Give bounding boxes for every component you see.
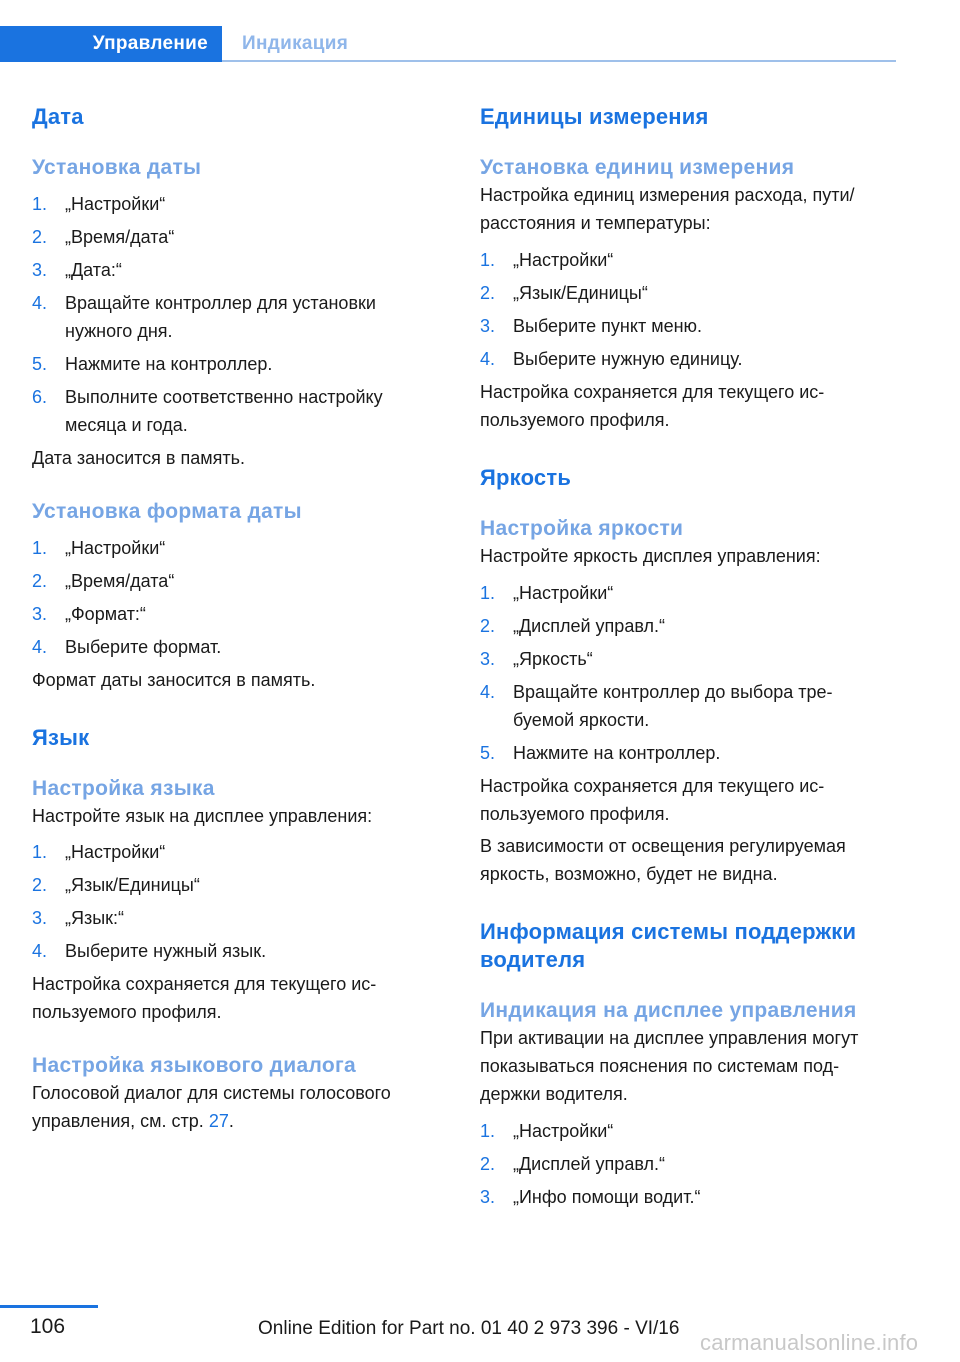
list-item <box>32 937 442 965</box>
step-number: 4. <box>480 349 496 369</box>
voice-dialog-text <box>32 1079 442 1135</box>
list-item <box>32 256 442 284</box>
step-text: „Яркость“ <box>513 649 593 669</box>
list-item <box>480 678 890 734</box>
step-text: „Язык/Единицы“ <box>513 283 648 303</box>
step-text: „Настройки“ <box>513 1121 614 1141</box>
list-item <box>480 645 890 673</box>
list-item <box>480 345 890 373</box>
list-item <box>32 350 442 378</box>
note-brightness-saved: Настройка сохраняется для текущего ис-пользуемого профиля. <box>480 776 825 824</box>
step-text: Нажмите на контроллер. <box>65 354 273 374</box>
page-number: 106 <box>30 1315 66 1338</box>
step-text: „Язык/Единицы“ <box>65 875 200 895</box>
list-item <box>480 246 890 274</box>
step-number: 3. <box>32 260 48 280</box>
note-brightness-visibility: В зависимости от освещения регулируемая яркость, возможно, будет не видна. <box>480 836 846 884</box>
step-number: 3. <box>480 649 496 669</box>
step-text: „Настройки“ <box>513 583 614 603</box>
list-item <box>480 1117 890 1145</box>
step-text: „Настройки“ <box>513 250 614 270</box>
list-item <box>480 739 890 767</box>
list-item <box>480 1183 890 1211</box>
step-number: 6. <box>32 387 48 407</box>
section-title-driver-assist: Информация системы поддержки водителя <box>480 919 857 972</box>
list-item <box>32 383 442 439</box>
list-item <box>32 600 442 628</box>
step-number: 1. <box>480 1121 496 1141</box>
left-column <box>32 100 442 1135</box>
list-item <box>32 838 442 866</box>
list-item <box>32 223 442 251</box>
step-number: 4. <box>32 293 48 313</box>
step-text: „Дата:“ <box>65 260 122 280</box>
page-link[interactable]: 27 <box>208 1111 229 1131</box>
list-item <box>480 612 890 640</box>
step-number: 2. <box>480 283 496 303</box>
step-text: „Формат:“ <box>65 604 146 624</box>
list-item <box>480 579 890 607</box>
step-number: 3. <box>480 1187 496 1207</box>
step-text: Вращайте контроллер для установки нужного дня. <box>65 293 376 341</box>
step-number: 1. <box>480 250 496 270</box>
list-item <box>32 871 442 899</box>
header-divider <box>222 60 896 62</box>
step-text: „Дисплей управл.“ <box>513 616 665 636</box>
list-item <box>32 190 442 218</box>
intro-driver-assist: При активации на дисплее управления могут показываться пояснения по системам под-держки водителя. <box>480 1028 859 1104</box>
intro-set-units: Настройка единиц измерения расхода, пути/расстояния и температуры: <box>480 185 855 233</box>
step-text: „Дисплей управл.“ <box>513 1154 665 1174</box>
subsection-title-date-format: Установка формата даты <box>32 500 302 523</box>
note-units-saved: Настройка сохраняется для текущего ис-пользуемого профиля. <box>480 382 825 430</box>
subsection-title-voice-dialog: Настройка языкового диалога <box>32 1054 357 1077</box>
intro-set-language: Настройте язык на дисплее управления: <box>32 806 373 826</box>
steps-set-language <box>32 838 442 965</box>
step-number: 1. <box>480 583 496 603</box>
step-number: 4. <box>32 941 48 961</box>
steps-set-brightness <box>480 579 890 767</box>
step-text: Выберите формат. <box>65 637 222 657</box>
subsection-title-set-units: Установка единиц измерения <box>480 156 795 179</box>
subsection-title-set-brightness: Настройка яркости <box>480 517 684 540</box>
step-number: 3. <box>32 908 48 928</box>
step-number: 3. <box>480 316 496 336</box>
step-text: „Время/дата“ <box>65 571 175 591</box>
subsection-title-set-language: Настройка языка <box>32 777 215 800</box>
list-item <box>32 567 442 595</box>
step-number: 1. <box>32 194 48 214</box>
step-text: „Время/дата“ <box>65 227 175 247</box>
voice-dialog-end: . <box>228 1111 234 1131</box>
steps-set-units <box>480 246 890 373</box>
section-title-units: Единицы измерения <box>480 104 709 129</box>
intro-set-brightness: Настройте яркость дисплея управления: <box>480 546 821 566</box>
right-column <box>480 100 890 1216</box>
tab-displays[interactable]: Индикация <box>242 33 349 54</box>
list-item <box>480 312 890 340</box>
step-number: 4. <box>32 637 48 657</box>
edition-note: Online Edition for Part no. 01 40 2 973 396 - VI/16 <box>258 1318 680 1339</box>
step-text: Выберите нужный язык. <box>65 941 267 961</box>
list-item <box>480 1150 890 1178</box>
tab-controls[interactable]: Управление <box>92 33 208 54</box>
subsection-title-set-date: Установка даты <box>32 156 202 179</box>
step-number: 3. <box>32 604 48 624</box>
list-item <box>32 633 442 661</box>
step-text: „Настройки“ <box>65 842 166 862</box>
list-item <box>480 279 890 307</box>
step-number: 2. <box>32 227 48 247</box>
note-format-saved: Формат даты заносится в память. <box>32 670 316 690</box>
step-text: Выберите нужную единицу. <box>513 349 743 369</box>
note-date-saved: Дата заносится в память. <box>32 448 245 468</box>
watermark: carmanualsonline.info <box>700 1330 919 1355</box>
section-title-brightness: Яркость <box>480 465 572 490</box>
steps-driver-assist <box>480 1117 890 1211</box>
step-text: „Настройки“ <box>65 194 166 214</box>
section-title-date: Дата <box>32 104 84 129</box>
subsection-title-driver-assist-display: Индикация на дисплее управления <box>480 999 857 1022</box>
step-number: 1. <box>32 842 48 862</box>
step-text: Выберите пункт меню. <box>513 316 703 336</box>
step-text: „Язык:“ <box>65 908 125 928</box>
list-item <box>32 904 442 932</box>
step-text: „Настройки“ <box>65 538 166 558</box>
step-number: 4. <box>480 682 496 702</box>
step-number: 2. <box>480 616 496 636</box>
steps-set-date <box>32 190 442 439</box>
step-number: 2. <box>32 875 48 895</box>
section-title-language: Язык <box>32 725 90 750</box>
step-number: 2. <box>480 1154 496 1174</box>
list-item <box>32 534 442 562</box>
note-language-saved: Настройка сохраняется для текущего ис-пользуемого профиля. <box>32 974 377 1022</box>
voice-dialog-body: Голосовой диалог для системы голосового управления, см. стр. <box>32 1083 391 1131</box>
step-number: 5. <box>32 354 48 374</box>
step-number: 5. <box>480 743 496 763</box>
list-item <box>32 289 442 345</box>
step-number: 1. <box>32 538 48 558</box>
step-text: „Инфо помощи водит.“ <box>513 1187 701 1207</box>
step-number: 2. <box>32 571 48 591</box>
steps-date-format <box>32 534 442 661</box>
step-text: Выполните соответственно настройку месяца и года. <box>65 387 383 435</box>
footer-divider <box>0 1305 98 1308</box>
step-text: Нажмите на контроллер. <box>513 743 721 763</box>
step-text: Вращайте контроллер до выбора тре-буемой яркости. <box>513 682 833 730</box>
